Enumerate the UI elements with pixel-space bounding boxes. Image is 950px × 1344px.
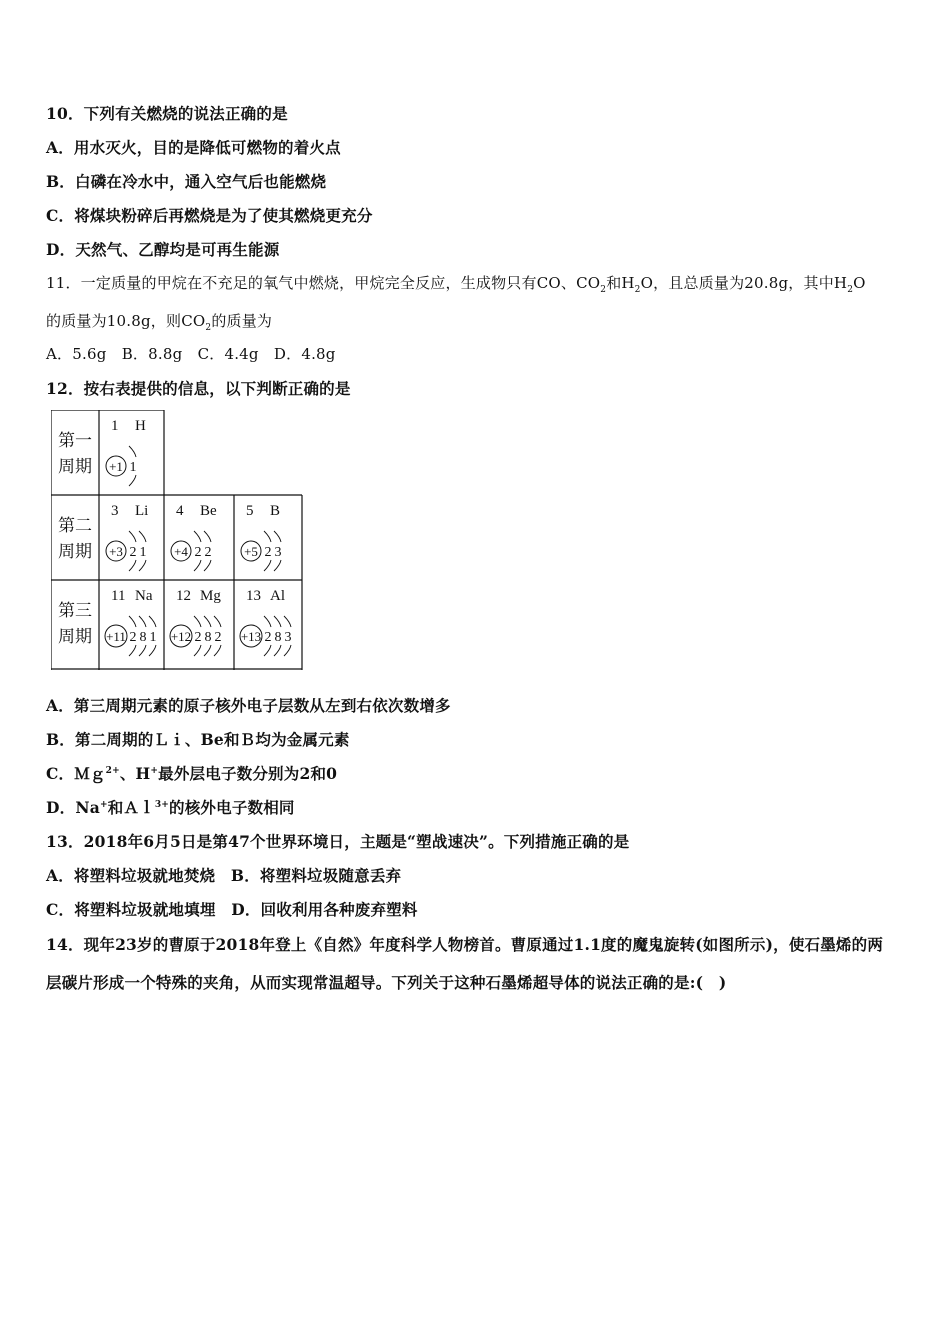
element-li-number: 3 [111, 503, 119, 519]
element-al-shell-arc [284, 645, 291, 656]
element-b-symbol: B [270, 503, 281, 519]
element-be-shell-arc [194, 560, 201, 571]
element-na-nucleus: +11 [106, 629, 126, 644]
element-al-nucleus: +13 [240, 629, 262, 644]
element-h-symbol: H [135, 418, 146, 434]
q10-option-b: B．白磷在冷水中，通入空气后也能燃烧 [46, 172, 327, 191]
q10-option-d: D．天然气、乙醇均是可再生能源 [46, 240, 280, 259]
period-label: 周期 [58, 627, 92, 646]
element-na-number: 11 [111, 588, 126, 604]
element-al-shell-electrons: 8 [274, 630, 282, 645]
q12-option-c: C．Ｍｇ$^{2+}$、H+最外层电子数分别为2和0 [46, 764, 338, 783]
period-label: 第二 [58, 516, 92, 535]
element-b-shell-arc [274, 560, 281, 571]
element-b-shell-electrons: 3 [274, 545, 282, 560]
q12-option-d: D．Na+和Ａｌ$^{3+}$的核外电子数相同 [46, 798, 295, 817]
element-b-number: 5 [246, 503, 254, 519]
element-al-shell-electrons: 3 [284, 630, 292, 645]
element-na-shell-arc [129, 616, 136, 627]
q10-stem: 10．下列有关燃烧的说法正确的是 [46, 104, 288, 123]
element-be-number: 4 [176, 503, 184, 519]
element-h-shell-arc [129, 446, 136, 457]
element-mg-shell-electrons: 2 [214, 630, 222, 645]
element-h-shell-electrons: 1 [129, 460, 137, 475]
period-label: 周期 [58, 457, 92, 476]
element-na-shell-electrons: 2 [129, 630, 137, 645]
q10-option-a: A．用水灭火，目的是降低可燃物的着火点 [46, 138, 341, 157]
q12-option-a: A．第三周期元素的原子核外电子层数从左到右依次数增多 [46, 696, 451, 715]
element-al-shell-electrons: 2 [264, 630, 272, 645]
element-b-shell-arc [264, 531, 271, 542]
element-na-shell-electrons: 1 [149, 630, 157, 645]
element-al-shell-arc [274, 645, 281, 656]
element-na-shell-electrons: 8 [139, 630, 147, 645]
element-li-shell-arc [139, 560, 146, 571]
element-al-number: 13 [246, 588, 261, 604]
q13-stem: 13．2018年6月5日是第47个世界环境日，主题是“塑战速决”。下列措施正确的是 [46, 832, 630, 851]
element-li-shell-arc [129, 531, 136, 542]
element-b-shell-arc [264, 560, 271, 571]
element-mg-shell-electrons: 2 [194, 630, 202, 645]
element-al-shell-arc [274, 616, 281, 627]
element-mg-shell-arc [194, 645, 201, 656]
element-na-shell-arc [149, 616, 156, 627]
element-b-nucleus: +5 [244, 544, 258, 559]
element-mg-symbol: Mg [200, 588, 221, 604]
element-na-shell-arc [149, 645, 156, 656]
q13-options-ab: A．将塑料垃圾就地焚烧 B．将塑料垃圾随意丢弃 [46, 866, 402, 885]
element-na-shell-arc [139, 645, 146, 656]
element-mg-shell-arc [214, 616, 221, 627]
element-mg-number: 12 [176, 588, 191, 604]
q11-options: A．5.6g B．8.8g C．4.4g D．4.8g [46, 345, 336, 363]
element-al-shell-arc [284, 616, 291, 627]
q11-stem: 11．一定质量的甲烷在不充足的氧气中燃烧，甲烷完全反应，生成物只有CO、$CO_2$和$H_2O$，且总质量为20.8g，其中$H_2O$ [46, 274, 866, 295]
element-be-symbol: Be [200, 503, 217, 519]
q12-stem: 12．按右表提供的信息，以下判断正确的是 [46, 379, 351, 398]
q14-stem-line2: 层碳片形成一个特殊的夹角，从而实现常温超导。下列关于这种石墨烯超导体的说法正确的是:( ) [46, 973, 727, 992]
element-h-nucleus: +1 [109, 459, 123, 474]
element-be-shell-electrons: 2 [204, 545, 212, 560]
element-b-shell-electrons: 2 [264, 545, 272, 560]
element-na-shell-arc [129, 645, 136, 656]
element-al-shell-arc [264, 616, 271, 627]
period-label: 第三 [58, 601, 92, 620]
period-label: 第一 [58, 431, 92, 450]
element-h-shell-arc [129, 475, 136, 486]
element-li-shell-arc [139, 531, 146, 542]
element-mg-shell-arc [214, 645, 221, 656]
element-li-shell-electrons: 2 [129, 545, 137, 560]
periodic-table-figure [51, 410, 303, 670]
element-be-shell-arc [194, 531, 201, 542]
element-b-shell-arc [274, 531, 281, 542]
element-li-symbol: Li [135, 503, 149, 519]
element-be-shell-arc [204, 531, 211, 542]
q12-option-b: B．第二周期的Ｌｉ、Be和Ｂ均为金属元素 [46, 730, 350, 749]
element-na-shell-arc [139, 616, 146, 627]
element-be-shell-arc [204, 560, 211, 571]
element-mg-shell-arc [204, 645, 211, 656]
element-be-nucleus: +4 [174, 544, 188, 559]
element-be-shell-electrons: 2 [194, 545, 202, 560]
q11-stem-line2: 的质量为10.8g，则$CO_2$的质量为 [46, 312, 273, 333]
element-mg-nucleus: +12 [170, 629, 192, 644]
element-al-shell-arc [264, 645, 271, 656]
element-li-shell-arc [129, 560, 136, 571]
element-h-number: 1 [111, 418, 119, 434]
element-mg-shell-arc [204, 616, 211, 627]
element-mg-shell-electrons: 8 [204, 630, 212, 645]
element-li-shell-electrons: 1 [139, 545, 147, 560]
q14-stem-line1: 14．现年23岁的曹原于2018年登上《自然》年度科学人物榜首。曹原通过1.1度的魔鬼旋转(如图所示)，使石墨烯的两 [46, 935, 884, 954]
period-label: 周期 [58, 542, 92, 561]
q10-option-c: C．将煤块粉碎后再燃烧是为了使其燃烧更充分 [46, 206, 373, 225]
q13-options-cd: C．将塑料垃圾就地填埋 D．回收利用各种废弃塑料 [46, 900, 418, 919]
element-li-nucleus: +3 [109, 544, 123, 559]
element-na-symbol: Na [135, 588, 153, 604]
element-al-symbol: Al [270, 588, 285, 604]
element-mg-shell-arc [194, 616, 201, 627]
